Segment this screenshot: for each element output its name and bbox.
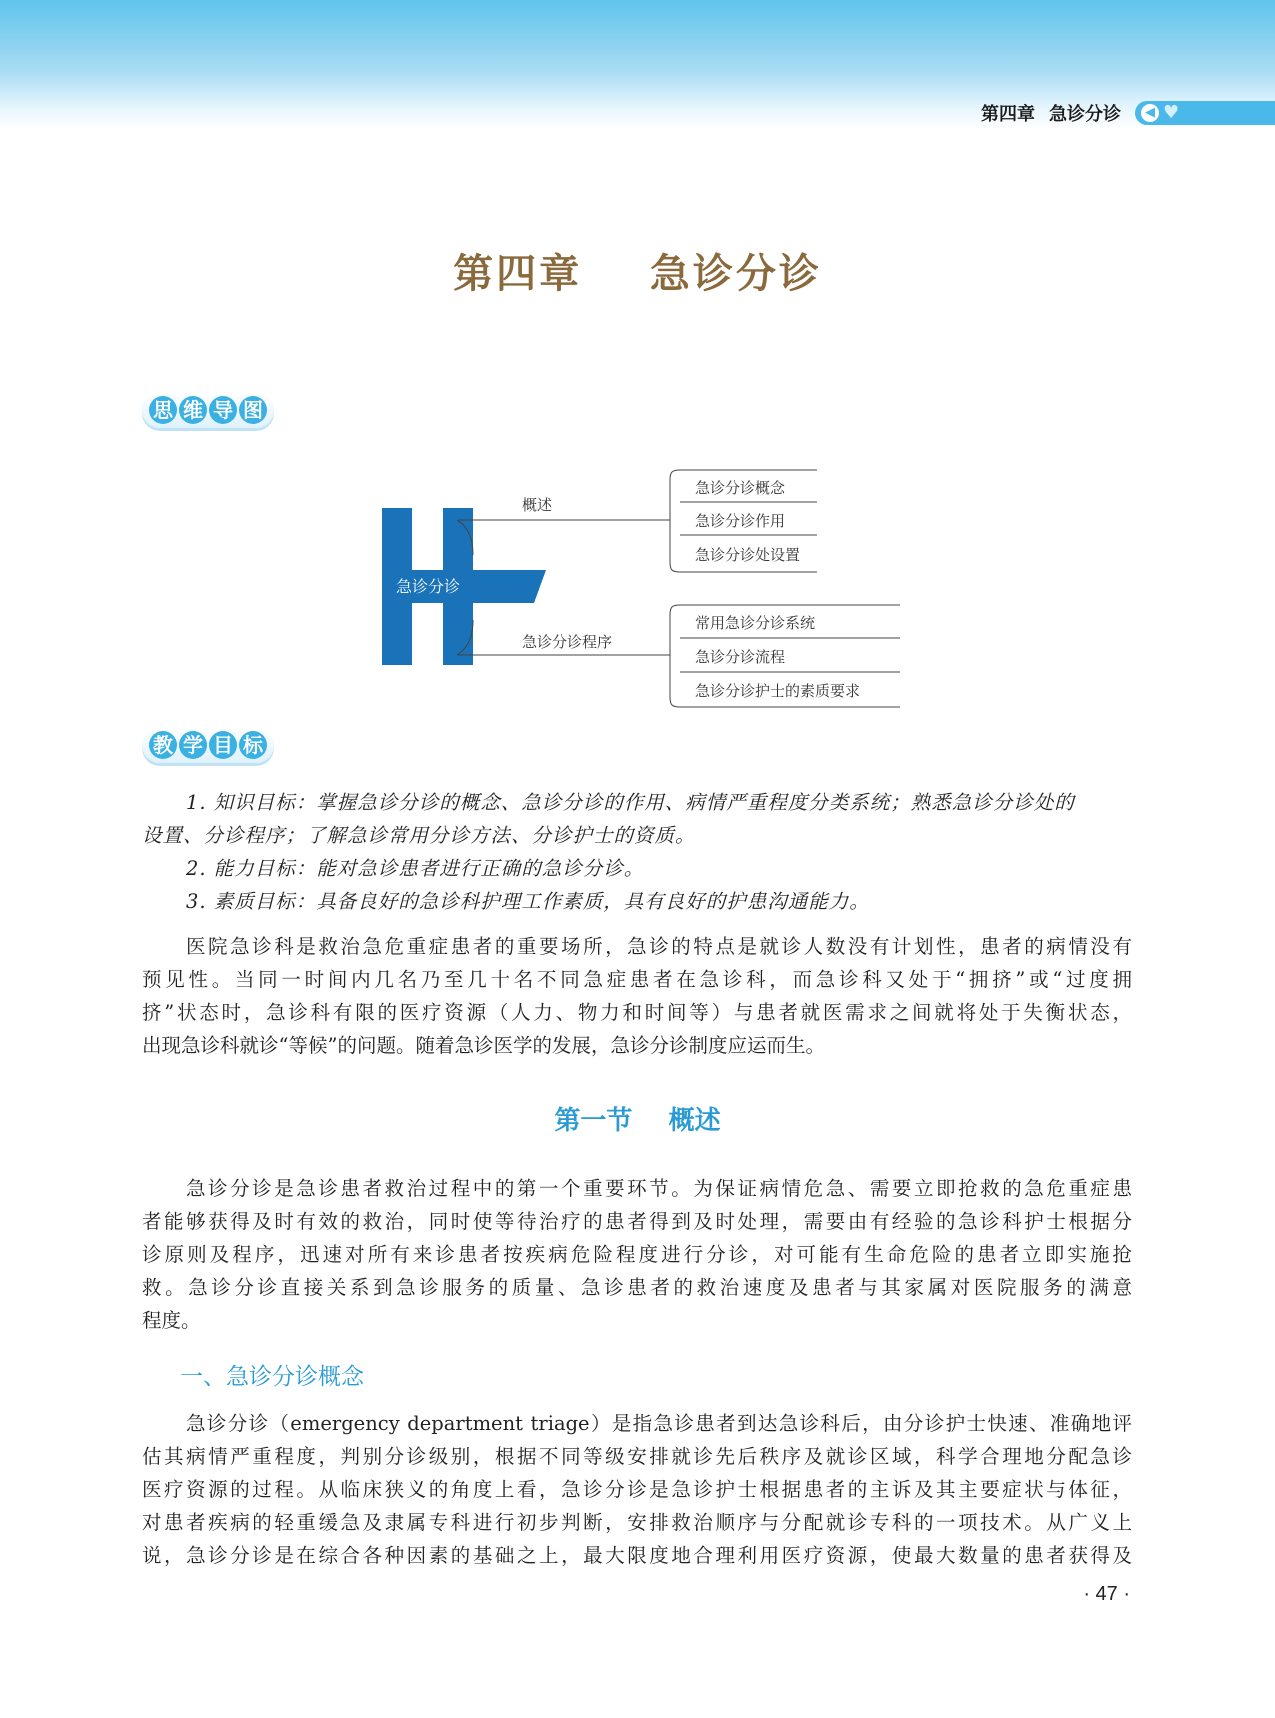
mindmap-branch-overview: 概述 (522, 496, 553, 514)
objective-line: 1. 知识目标：掌握急诊分诊的概念、急诊分诊的作用、病情严重程度分类系统；熟悉急诊分诊处的 (186, 791, 1075, 814)
running-header (981, 100, 1275, 126)
badge-char: 思 (149, 396, 177, 424)
mindmap-leaf: 急诊分诊作用 (695, 512, 786, 530)
mindmap-badge (142, 392, 274, 428)
mindmap-leaf: 急诊分诊概念 (695, 479, 786, 497)
objective-line: 2. 能力目标：能对急诊患者进行正确的急诊分诊。 (186, 857, 645, 880)
objective-line: 设置、分诊程序；了解急诊常用分诊方法、分诊护士的资质。 (142, 824, 696, 847)
running-title: 急诊分诊 (1049, 104, 1121, 125)
badge-char: 维 (179, 396, 207, 424)
mindmap-leaf: 急诊分诊处设置 (695, 546, 801, 564)
running-chapter: 第四章 (981, 104, 1035, 125)
text-line: 挤”状态时，急诊科有限的医疗资源（人力、物力和时间等）与患者就医需求之间就将处于失衡状态， (142, 1001, 1132, 1024)
section-title: 第一节 概述 (554, 1106, 721, 1136)
badge-char: 教 (149, 731, 177, 759)
mindmap-root: 急诊分诊 (395, 577, 461, 596)
heart-icon: ♥ (1163, 102, 1180, 123)
objectives-list (142, 786, 1132, 918)
header-pill (1135, 101, 1275, 125)
objectives-badge (142, 727, 274, 763)
text-line: 预见性。当同一时间内几名乃至几十名不同急症患者在急诊科，而急诊科又处于“拥挤”或“过度拥 (142, 968, 1132, 991)
arrow-left-circle-icon[interactable]: ◀ (1141, 104, 1159, 122)
bracket (670, 605, 680, 707)
text-line: 对患者疾病的轻重缓急及隶属专科进行初步判断，安排救治顺序与分配就诊专科的一项技术。从广义上 (142, 1511, 1132, 1534)
text-line: 者能够获得及时有效的救治，同时使等待治疗的患者得到及时处理，需要由有经验的急诊科护士根据分 (142, 1210, 1132, 1233)
mindmap-leaf: 急诊分诊流程 (695, 648, 786, 666)
section-paragraph (142, 1172, 1132, 1337)
objective-line: 3. 素质目标：具备良好的急诊科护理工作素质，具有良好的护患沟通能力。 (186, 890, 870, 913)
text-line: 程度。 (142, 1309, 201, 1332)
mindmap-diagram (370, 460, 910, 720)
concept-paragraph (142, 1407, 1132, 1572)
chapter-title: 第四章 急诊分诊 (453, 250, 822, 297)
text-line: 医院急诊科是救治急危重症患者的重要场所，急诊的特点是就诊人数没有计划性，患者的病情没有 (186, 935, 1132, 958)
text-line: 说，急诊分诊是在综合各种因素的基础之上，最大限度地合理利用医疗资源，使最大数量的患者获得及 (142, 1544, 1132, 1567)
mindmap-branch-procedure: 急诊分诊程序 (522, 633, 613, 651)
text-line: 急诊分诊是急诊患者救治过程中的第一个重要环节。为保证病情危急、需要立即抢救的急危重症患 (186, 1177, 1132, 1200)
text-line: 救。急诊分诊直接关系到急诊服务的质量、急诊患者的救治速度及患者与其家属对医院服务的满意 (142, 1276, 1132, 1299)
badge-char: 标 (239, 731, 267, 759)
badge-char: 学 (179, 731, 207, 759)
badge-char: 导 (209, 396, 237, 424)
badge-char: 目 (209, 731, 237, 759)
text-line: 诊原则及程序，迅速对所有来诊患者按疾病危险程度进行分诊，对可能有生命危险的患者立即实施抢 (142, 1243, 1132, 1266)
text-line: 估其病情严重程度，判别分诊级别，根据不同等级安排就诊先后秩序及就诊区域，科学合理地分配急诊 (142, 1445, 1132, 1468)
connector (457, 520, 670, 555)
badge-char: 图 (239, 396, 267, 424)
mindmap-leaf: 急诊分诊护士的素质要求 (695, 682, 861, 700)
mindmap-leaf: 常用急诊分诊系统 (695, 614, 816, 632)
page-number: · 47 · (1083, 1583, 1130, 1605)
text-line: 医疗资源的过程。从临床狭义的角度上看，急诊分诊是急诊护士根据患者的主诉及其主要症状与体征， (142, 1478, 1132, 1501)
subsection-title: 一、急诊分诊概念 (180, 1364, 364, 1390)
text-line: 急诊分诊（emergency department triage）是指急诊患者到达急诊科后，由分诊护士快速、准确地评 (186, 1412, 1132, 1435)
intro-paragraph (142, 930, 1132, 1062)
bracket (670, 470, 680, 572)
text-line: 出现急诊科就诊“等候”的问题。随着急诊医学的发展，急诊分诊制度应运而生。 (142, 1034, 825, 1057)
